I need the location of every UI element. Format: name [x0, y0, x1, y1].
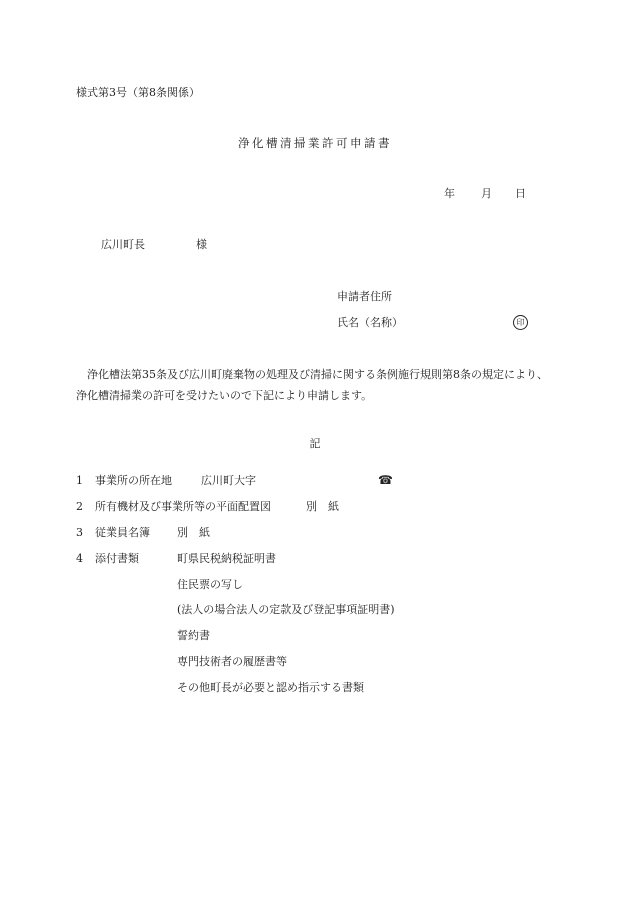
addressee-name: 広川町長 [101, 238, 145, 251]
date-year-label: 年 [444, 187, 455, 200]
applicant-address-label: 申請者住所 [337, 290, 392, 303]
item-number: 2 [76, 500, 83, 513]
item-number: 4 [76, 552, 83, 565]
item-label: 事業所の所在地 [95, 474, 172, 487]
attachment-item: その他町長が必要と認め指示する書類 [177, 681, 364, 694]
form-number: 様式第3号（第8条関係） [76, 86, 200, 99]
ki-heading: 記 [309, 437, 321, 450]
application-statement: 浄化槽法第35条及び広川町廃棄物の処理及び清掃に関する条例施行規則第8条の規定により、浄化槽清掃業の許可を受けたいので下記により申請します。 [76, 368, 548, 402]
attachment-item: 町県民税納税証明書 [177, 552, 276, 565]
item-number: 1 [76, 474, 83, 487]
seal-mark: 印 [513, 315, 528, 330]
attachment-item: 誓約書 [177, 629, 210, 642]
item-label: 所有機材及び事業所等の平面配置図 [95, 500, 271, 513]
item-value: 別 紙 [177, 526, 210, 539]
phone-icon: ☎ [378, 473, 393, 487]
item-value: 広川町大字 [201, 474, 256, 487]
item-label: 添付書類 [95, 552, 139, 565]
date-month-label: 月 [481, 187, 492, 200]
item-label: 従業員名簿 [95, 526, 150, 539]
addressee-honorific: 様 [196, 238, 207, 251]
item-value: 別 紙 [306, 500, 339, 513]
item-number: 3 [76, 526, 83, 539]
attachment-item: (法人の場合法人の定款及び登記事項証明書) [177, 603, 395, 616]
applicant-name-label: 氏名（名称） [337, 316, 403, 329]
attachment-item: 専門技術者の履歴書等 [177, 655, 287, 668]
document-title: 浄化槽清掃業許可申請書 [238, 136, 392, 150]
date-day-label: 日 [515, 187, 526, 200]
attachment-item: 住民票の写し [177, 578, 243, 591]
